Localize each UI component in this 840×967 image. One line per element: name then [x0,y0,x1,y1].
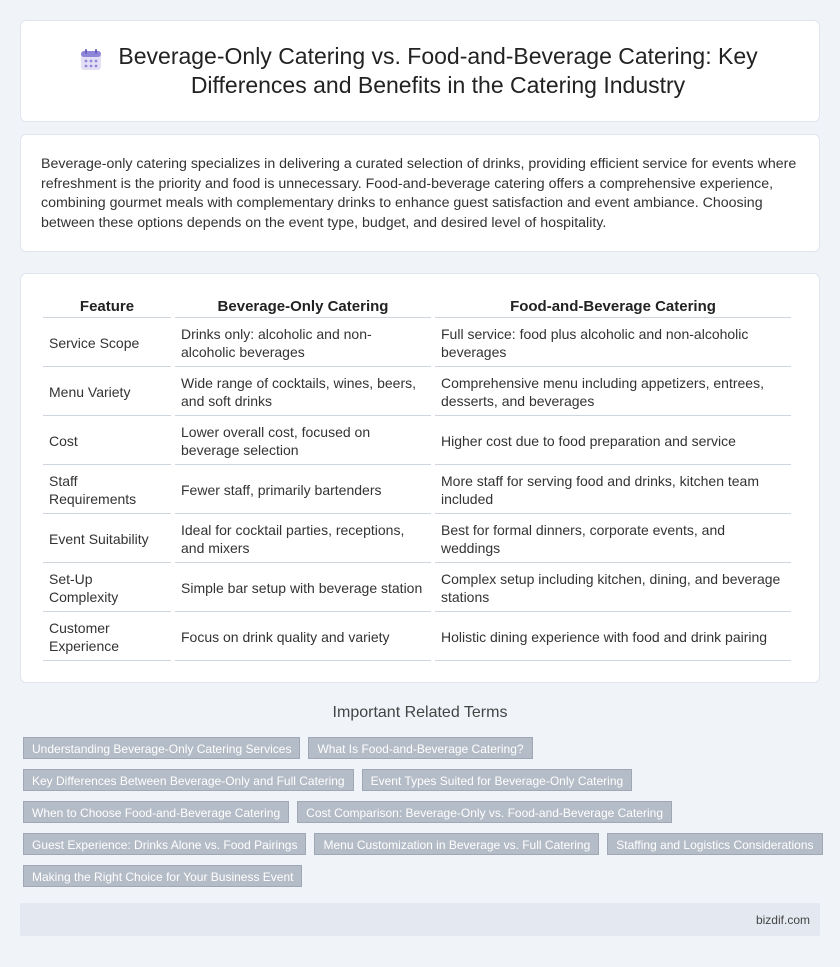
intro-card [20,134,820,252]
related-term-tag[interactable]: Event Types Suited for Beverage-Only Catering [362,769,633,791]
column-header-beverage-only: Beverage-Only Catering [175,296,431,318]
feature-cell: Set-Up Complexity [43,565,171,612]
title-card [20,20,820,122]
comparison-table [39,294,795,663]
intro-paragraph: Beverage-only catering specializes in delivering a curated selection of drinks, providing efficient service for events where refreshment is the priority and food is unnecessary. Food-and-beverage catering offers a comprehensive experience, combining gourmet meals with complementary drinks to enhance guest satisfaction and event ambiance. Choosing between these options depends on the event type, budget, and desired level of hospitality. [41,156,797,231]
related-term-tag[interactable]: Making the Right Choice for Your Business Event [23,865,302,887]
related-term-tag[interactable]: Staffing and Logistics Considerations [607,833,822,855]
related-term-tag[interactable]: When to Choose Food-and-Beverage Catering [23,801,289,823]
beverage-only-cell: Lower overall cost, focused on beverage selection [175,418,431,465]
page-title: Beverage-Only Catering vs. Food-and-Beverage Catering: Key Differences and Benefits in the Catering Industry [118,43,758,98]
food-and-beverage-cell: Full service: food plus alcoholic and non-alcoholic beverages [435,320,791,367]
beverage-only-cell: Drinks only: alcoholic and non-alcoholic beverages [175,320,431,367]
feature-cell: Service Scope [43,320,171,367]
table-row [43,565,791,612]
food-and-beverage-cell: Comprehensive menu including appetizers, entrees, desserts, and beverages [435,369,791,416]
table-row [43,320,791,367]
food-and-beverage-cell: Complex setup including kitchen, dining, and beverage stations [435,565,791,612]
related-term-tag[interactable]: Menu Customization in Beverage vs. Full Catering [314,833,599,855]
related-term-tag[interactable]: Guest Experience: Drinks Alone vs. Food Pairings [23,833,306,855]
footer-bar [20,903,820,936]
table-header-row [43,296,791,318]
food-and-beverage-cell: Higher cost due to food preparation and service [435,418,791,465]
beverage-only-cell: Fewer staff, primarily bartenders [175,467,431,514]
feature-cell: Menu Variety [43,369,171,416]
table-row [43,516,791,563]
beverage-only-cell: Focus on drink quality and variety [175,614,431,661]
feature-cell: Cost [43,418,171,465]
food-and-beverage-cell: More staff for serving food and drinks, kitchen team included [435,467,791,514]
related-term-tag[interactable]: Key Differences Between Beverage-Only and Full Catering [23,769,354,791]
beverage-only-cell: Wide range of cocktails, wines, beers, and soft drinks [175,369,431,416]
related-term-tag[interactable]: What Is Food-and-Beverage Catering? [308,737,532,759]
table-row [43,418,791,465]
related-terms-list [23,737,823,887]
table-row [43,467,791,514]
feature-cell: Event Suitability [43,516,171,563]
feature-cell: Staff Requirements [43,467,171,514]
comparison-table-card [20,273,820,683]
table-row [43,614,791,661]
food-and-beverage-cell: Best for formal dinners, corporate events, and weddings [435,516,791,563]
beverage-only-cell: Ideal for cocktail parties, receptions, and mixers [175,516,431,563]
related-term-tag[interactable]: Cost Comparison: Beverage-Only vs. Food-and-Beverage Catering [297,801,672,823]
feature-cell: Customer Experience [43,614,171,661]
column-header-feature: Feature [43,296,171,318]
footer-site-name[interactable]: bizdif.com [755,913,810,927]
food-and-beverage-cell: Holistic dining experience with food and drink pairing [435,614,791,661]
column-header-food-and-beverage: Food-and-Beverage Catering [435,296,791,318]
beverage-only-cell: Simple bar setup with beverage station [175,565,431,612]
table-row [43,369,791,416]
related-term-tag[interactable]: Understanding Beverage-Only Catering Services [23,737,300,759]
related-terms-heading: Important Related Terms [332,704,508,721]
